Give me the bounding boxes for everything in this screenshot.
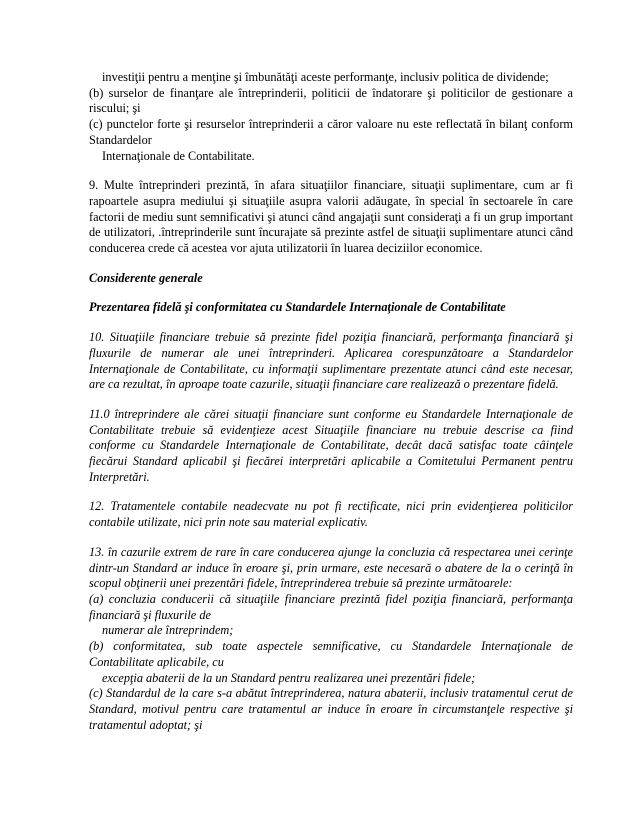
paragraph-13-item-c: (c) Standardul de la care s-a abătut întreprinderea, natura abaterii, inclusiv tratamentul cerut de Standard, motivul pentru care tratamentul ar induce în eroare în circumstanţele respective şi tratamentul adoptat; şi: [89, 686, 573, 732]
paragraph-9: 9. Multe întreprinderi prezintă, în afara situaţiilor financiare, situaţii suplimentare, cum ar fi rapoartele asupra mediului şi situaţiile asupra valorii adăugate, în special în sectoarele în care factorii de mediu sunt semnificativi şi atunci când angajaţii sunt consideraţi a fi un grup important de utilizatori, .întreprinderile sunt încurajate să prezinte astfel de situaţii suplimentare atunci când conducerea crede că acestea vor ajuta utilizatorii în luarea deciziilor economice.: [89, 178, 573, 256]
intro-item-c-continuation: Internaţionale de Contabilitate.: [102, 148, 255, 163]
section-heading-fair-presentation: Prezentarea fidelă şi conformitatea cu Standardele Internaţionale de Contabilitate: [89, 300, 506, 315]
paragraph-13-item-b: (b) conformitatea, sub toate aspectele semnificative, cu Standardele Internaţionale de Contabilitate aplicabile, cu: [89, 639, 573, 669]
intro-line: investiţii pentru a menţine şi îmbunătăţi aceste performanţe, inclusiv politica de dividende;: [102, 70, 549, 84]
section-heading-general: Considerente generale: [89, 270, 203, 285]
paragraph-11: 11.0 întreprindere ale cărei situaţii financiare sunt conforme eu Standardele Internaţionale de Contabilitate trebuie să evidenţieze acest Situaţiile financiare nu trebuie descrise ca fiind conforme cu Standardele Internaţionale de Contabilitate, decât dacă satisfac toate câinţele fiecărui Standard aplicabil şi fiecărei interpretări aplicabile a Comitetului Permanent pentru Interpretări.: [89, 406, 573, 484]
intro-item-c: (c) punctelor forte şi resurselor întreprinderii a căror valoare nu este reflectată în bilanţ conform Standardelor: [89, 117, 573, 147]
document-page: [89, 70, 573, 733]
paragraph-13-item-a: (a) concluzia conducerii că situaţiile financiare prezintă fidel poziţia financiară, performanţa financiară şi fluxurile de: [89, 591, 573, 622]
paragraph-13-intro: 13. în cazurile extrem de rare în care conducerea ajunge la concluzia că respectarea unei cerinţe dintr-un Standard ar induce în eroare şi, prin urmare, este necesară o abatere de la o cerinţă în scopul obţinerii unei prezentări fidele, întreprinderea trebuie să prezinte următoarele:: [89, 544, 573, 591]
paragraph-13-item-a-continuation: numerar ale întreprindem;: [102, 623, 234, 638]
paragraph-10: 10. Situaţiile financiare trebuie să prezinte fidel poziţia financiară, performanţa financiară şi fluxurile de numerar ale unei întreprinderi. Aplicarea corespunzătoare a Standardelor Internaţionale de Contabilitate, cu informaţii suplimentare prezentate atunci când este necesar, are ca rezultat, în aproape toate cazurile, situaţii financiare care realizează o prezentare fidelă.: [89, 330, 573, 392]
intro-item-b: (b) surselor de finanţare ale întreprinderii, politicii de îndatorare şi politicilor de gestionare a riscului; şi: [89, 85, 573, 116]
paragraph-12: 12. Tratamentele contabile neadecvate nu pot fi rectificate, nici prin evidenţierea politicilor contabile utilizate, nici prin note sau material explicativ.: [89, 499, 573, 530]
paragraph-13-item-b-continuation: excepţia abaterii de la un Standard pentru realizarea unei prezentări fidele;: [102, 670, 476, 685]
